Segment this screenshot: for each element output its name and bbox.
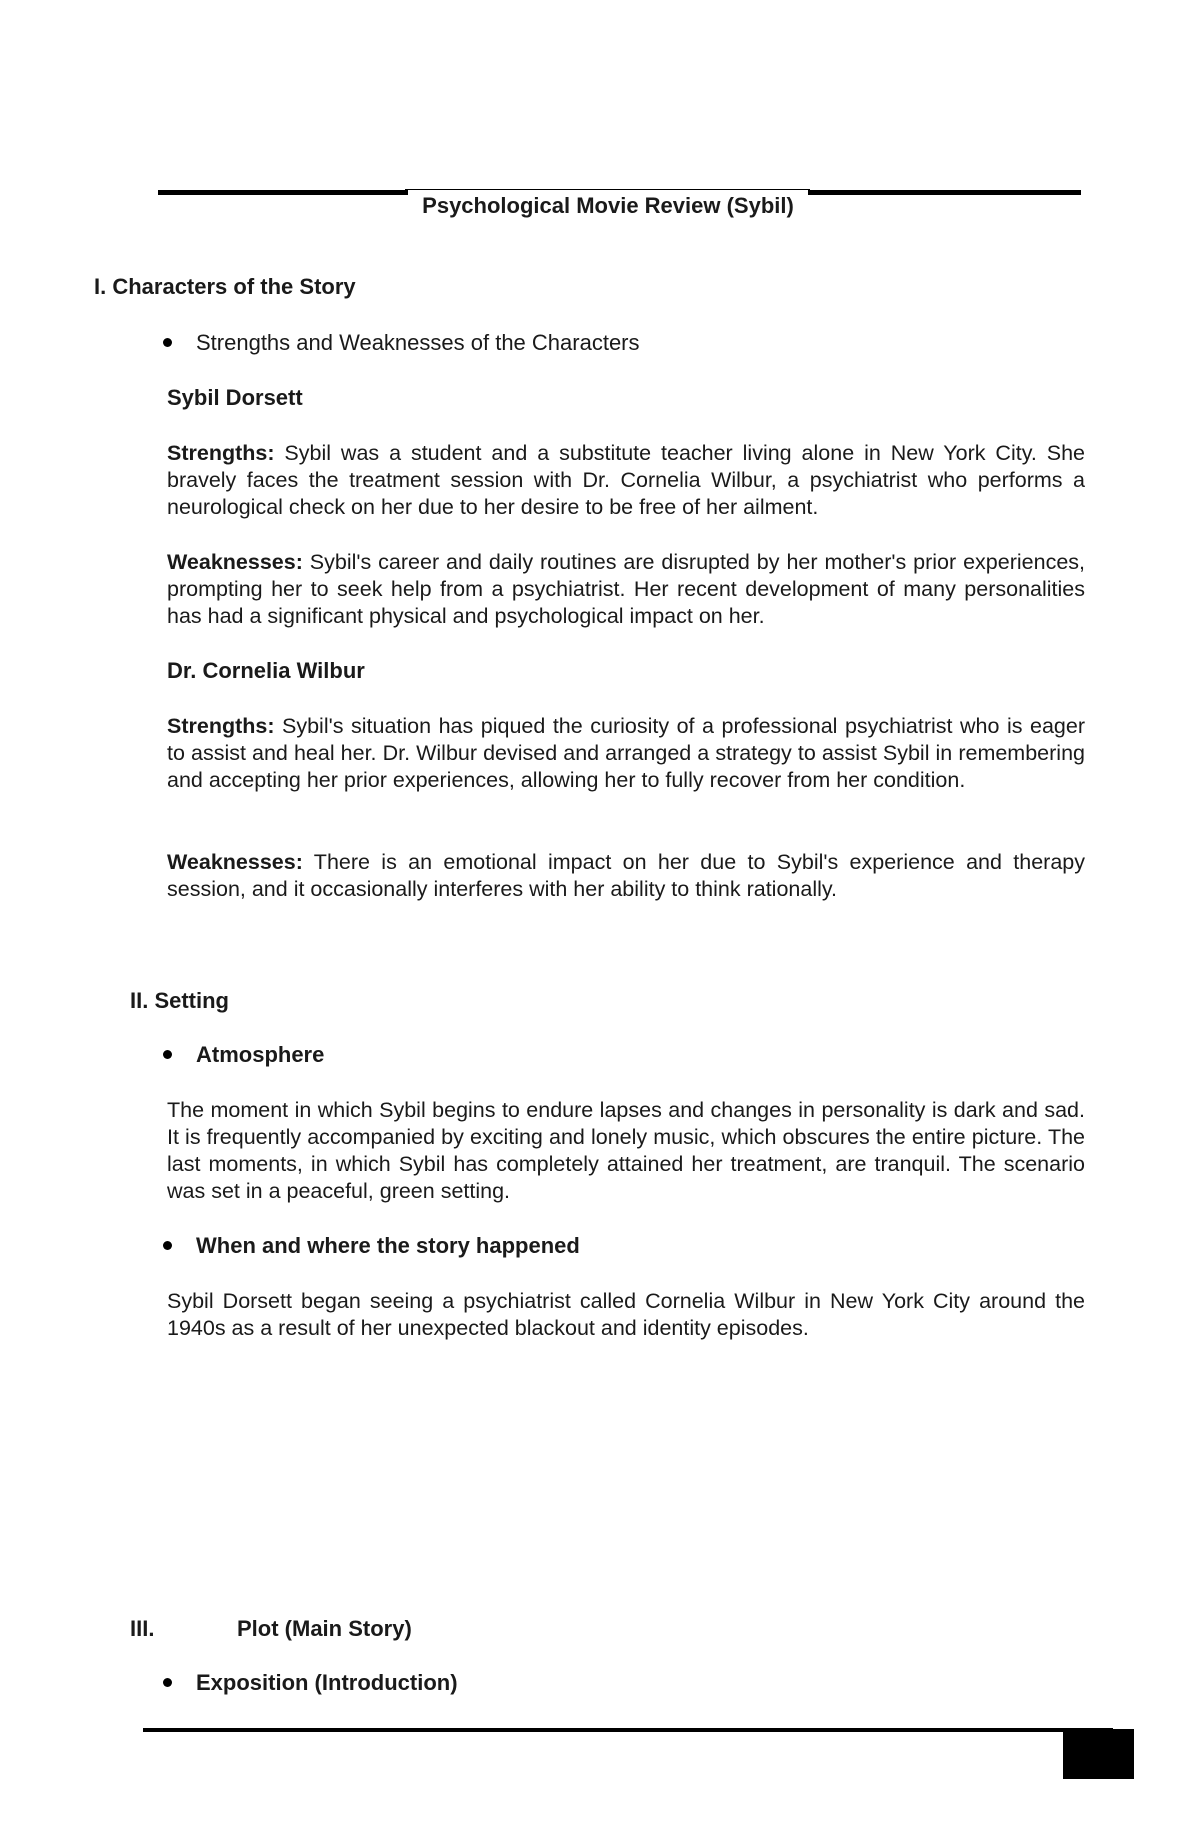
bullet-icon <box>163 1050 172 1059</box>
header-title-underline <box>405 189 810 190</box>
section-heading-setting: II. Setting <box>130 988 229 1013</box>
header-rule-right <box>808 190 1081 195</box>
bullet-label: Atmosphere <box>196 1042 325 1067</box>
bullet-when-where <box>163 1233 580 1259</box>
bullet-label: Strengths and Weaknesses of the Characters <box>196 330 640 355</box>
bullet-icon <box>163 338 172 347</box>
text-strengths: Sybil was a student and a substitute teacher living alone in New York City. She bravely faces the treatment session with Dr. Cornelia Wilbur, a psychiatrist who performs a neurological check on her due to her desire to be free of her ailment. <box>167 441 1085 519</box>
paragraph-atmosphere: The moment in which Sybil begins to endure lapses and changes in personality is dark and sad. It is frequently accompanied by exciting and lonely music, which obscures the entire picture. The last moments, in which Sybil has completely attained her treatment, are tranquil. The scenario was set in a peaceful, green setting. <box>167 1098 1085 1203</box>
bullet-strengths-weaknesses <box>163 330 640 356</box>
bullet-label: Exposition (Introduction) <box>196 1670 458 1695</box>
character-name-wilbur: Dr. Cornelia Wilbur <box>167 658 365 683</box>
paragraph-wilbur-strengths <box>167 713 1085 794</box>
page-title: Psychological Movie Review (Sybil) <box>422 193 794 218</box>
section-numeral-plot: III. <box>130 1616 155 1641</box>
header-rule-left <box>158 190 408 195</box>
paragraph-when-where: Sybil Dorsett began seeing a psychiatrist called Cornelia Wilbur in New York City around the 1940s as a result of her unexpected blackout and identity episodes. <box>167 1289 1085 1340</box>
text-weaknesses: There is an emotional impact on her due to Sybil's experience and therapy session, and it occasionally interferes with her ability to think rationally. <box>167 850 1085 901</box>
label-weaknesses: Weaknesses: <box>167 850 303 874</box>
bullet-label: When and where the story happened <box>196 1233 580 1258</box>
label-strengths: Strengths: <box>167 441 275 465</box>
bullet-exposition <box>163 1670 458 1696</box>
paragraph-sybil-strengths <box>167 440 1085 521</box>
footer-rule <box>143 1728 1113 1732</box>
bullet-icon <box>163 1678 172 1687</box>
label-weaknesses: Weaknesses: <box>167 550 303 574</box>
paragraph-wilbur-weaknesses <box>167 849 1085 903</box>
section-heading-plot: Plot (Main Story) <box>237 1616 412 1641</box>
text-weaknesses: Sybil's career and daily routines are disrupted by her mother's prior experiences, prompting her to seek help from a psychiatrist. Her recent development of many personalities has had a significant physical and psychological impact on her. <box>167 550 1085 628</box>
text-strengths: Sybil's situation has piqued the curiosity of a professional psychiatrist who is eager to assist and heal her. Dr. Wilbur devised and arranged a strategy to assist Sybil in remembering and accepting her prior experiences, allowing her to fully recover from her condition. <box>167 714 1085 792</box>
paragraph-sybil-weaknesses <box>167 549 1085 630</box>
section-heading-characters: I. Characters of the Story <box>94 274 356 299</box>
footer-page-block <box>1063 1729 1134 1779</box>
bullet-icon <box>163 1241 172 1250</box>
bullet-atmosphere <box>163 1042 324 1068</box>
label-strengths: Strengths: <box>167 714 275 738</box>
character-name-sybil: Sybil Dorsett <box>167 385 303 410</box>
